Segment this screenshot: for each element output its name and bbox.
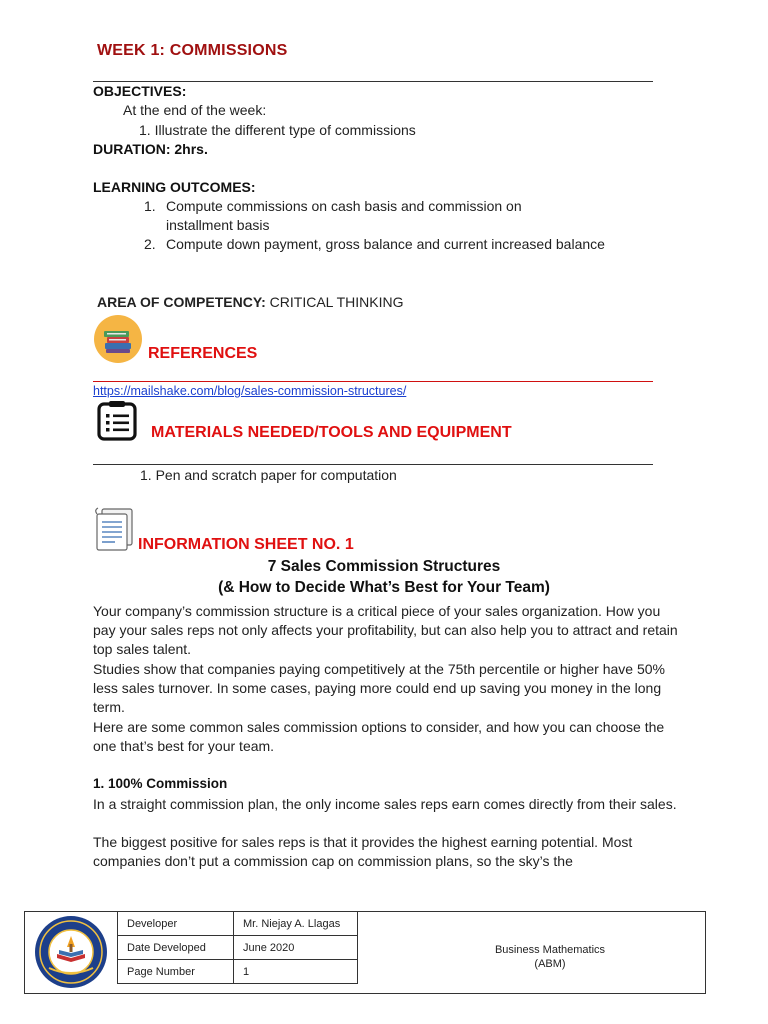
duration-text: DURATION: 2hrs. bbox=[93, 141, 208, 157]
subject-track: (ABM) bbox=[534, 958, 566, 970]
body-paragraph: In a straight commission plan, the only income sales reps earn comes directly from their sales. bbox=[93, 796, 677, 812]
materials-item: 1. Pen and scratch paper for computation bbox=[140, 467, 397, 483]
footer-info-table bbox=[117, 911, 358, 984]
competency-label: AREA OF COMPETENCY: bbox=[97, 294, 266, 310]
body-paragraph: Here are some common sales commission options to consider, and how you can choose the one that’s best for your team. bbox=[93, 719, 665, 755]
materials-heading: MATERIALS NEEDED/TOOLS AND EQUIPMENT bbox=[151, 424, 512, 441]
footer-label: Date Developed bbox=[118, 936, 234, 960]
outcome-number: 1. bbox=[144, 198, 156, 214]
info-sheet-subtitle: (& How to Decide What’s Best for Your Team) bbox=[218, 579, 550, 596]
footer-value: 1 bbox=[234, 960, 358, 984]
divider bbox=[93, 381, 653, 382]
competency-line bbox=[97, 294, 403, 310]
divider bbox=[93, 464, 653, 465]
outcome-item-line: Compute down payment, gross balance and current increased balance bbox=[166, 236, 605, 252]
table-row bbox=[118, 936, 358, 960]
clipboard-icon bbox=[96, 401, 138, 441]
learning-outcomes-label: LEARNING OUTCOMES: bbox=[93, 179, 256, 195]
divider bbox=[93, 81, 653, 82]
footer-value: Mr. Niejay A. Llagas bbox=[234, 912, 358, 936]
table-row bbox=[118, 912, 358, 936]
reference-link[interactable]: https://mailshake.com/blog/sales-commission-structures/ bbox=[93, 384, 407, 398]
info-sheet-title: 7 Sales Commission Structures bbox=[267, 558, 501, 575]
info-sheet-heading: INFORMATION SHEET NO. 1 bbox=[138, 536, 354, 553]
objectives-label: OBJECTIVES: bbox=[93, 83, 187, 99]
week-title: WEEK 1: COMMISSIONS bbox=[97, 42, 288, 59]
section-heading: 1. 100% Commission bbox=[93, 776, 228, 791]
subject-name: Business Mathematics bbox=[494, 944, 606, 956]
outcome-item-line: installment basis bbox=[166, 217, 270, 233]
body-paragraph: Studies show that companies paying competitively at the 75th percentile or higher have 50% less sales turnover. In some cases, paying more could end up saving you money in the long term. bbox=[93, 661, 666, 716]
body-paragraph: Your company’s commission structure is a critical piece of your sales organization. How you pay your sales reps not only affects your profitability, but can also help you to attract and retain top sales talent. bbox=[93, 603, 678, 658]
documents-icon bbox=[93, 505, 137, 551]
references-heading: REFERENCES bbox=[148, 345, 258, 362]
competency-value: CRITICAL THINKING bbox=[265, 294, 404, 310]
outcome-item-line: Compute commissions on cash basis and commission on bbox=[166, 198, 522, 214]
table-row bbox=[118, 960, 358, 984]
outcome-number: 2. bbox=[144, 236, 156, 252]
objectives-intro: At the end of the week: bbox=[123, 102, 267, 118]
objective-item: 1. Illustrate the different type of commissions bbox=[139, 122, 416, 138]
footer-label: Developer bbox=[118, 912, 234, 936]
books-icon bbox=[93, 314, 143, 364]
body-paragraph: The biggest positive for sales reps is that it provides the highest earning potential. Most companies don’t put a commission cap on commission plans, so the sky’s the bbox=[93, 834, 633, 870]
footer-value: June 2020 bbox=[234, 936, 358, 960]
school-seal-icon bbox=[33, 914, 109, 990]
footer-label: Page Number bbox=[118, 960, 234, 984]
subject-label bbox=[470, 943, 630, 971]
